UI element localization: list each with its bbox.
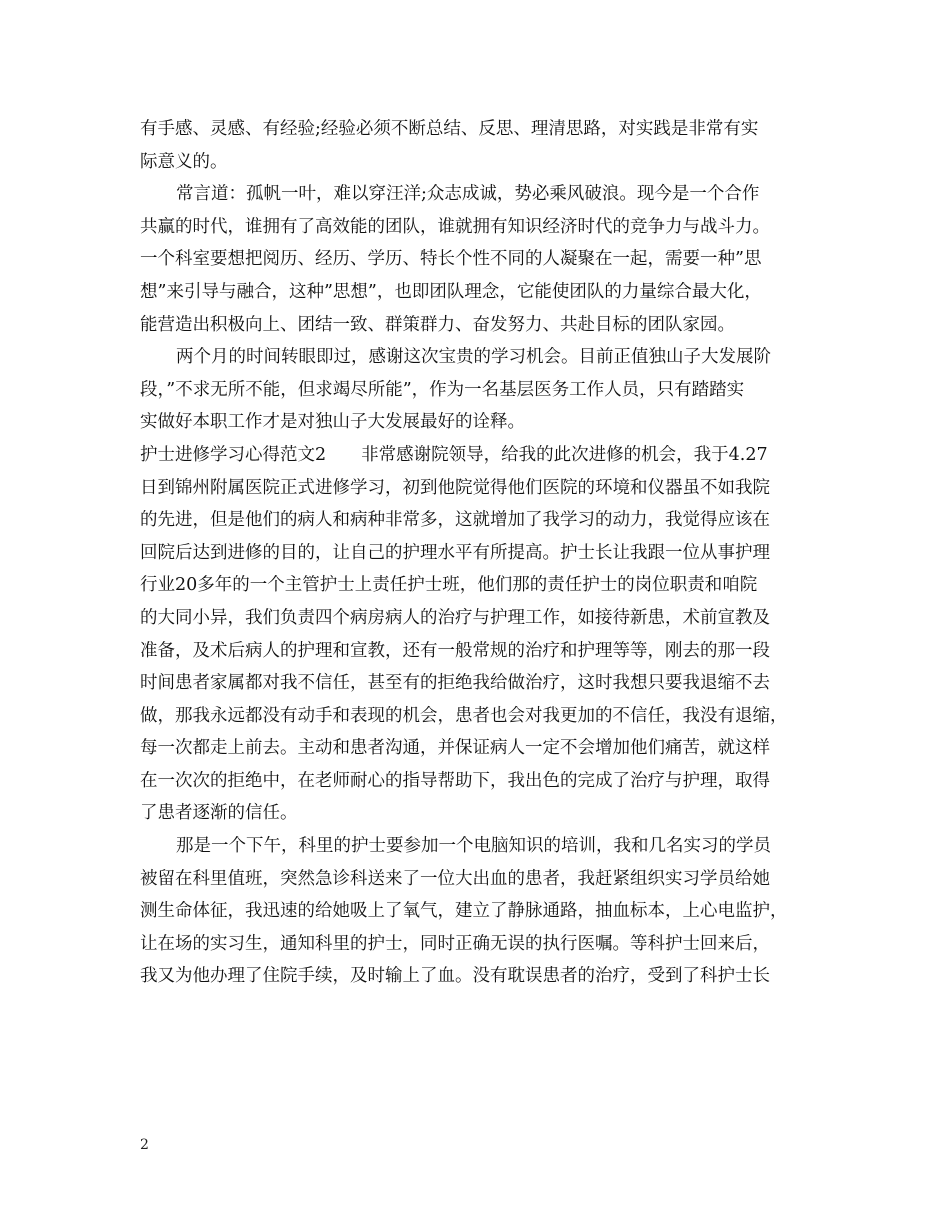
text-line: 了患者逐渐的信任。 [140,803,298,824]
text-line: 每一次都走上前去。主动和患者沟通，并保证病人一定不会增加他们痛苦，就这样 [140,738,770,759]
text-line: 那是一个下午，科里的护士要参加一个电脑知识的培训，我和几名实习的学员 [176,836,771,857]
text-line: 两个月的时间转眼即过，感谢这次宝贵的学习机会。目前正值独山子大发展阶 [176,347,771,368]
text-line: 共赢的时代，谁拥有了高效能的团队，谁就拥有知识经济时代的竞争力与战斗力。 [140,216,770,237]
text-line: 实做好本职工作才是对独山子大发展最好的诠释。 [140,412,525,433]
text-line: 有手感、灵感、有经验;经验必须不断总结、反思、理清思路，对实践是非常有实 [140,119,759,139]
text-line: 行业20多年的一个主管护士上责任护士班，他们那的责任护士的岗位职责和咱院 [140,575,758,596]
text-line: 让在场的实习生，通知科里的护士，同时正确无误的执行医嘱。等科护士回来后， [140,933,770,954]
text-line: 日到锦州附属医院正式进修学习，初到他院觉得他们医院的环境和仪器虽不如我院 [140,477,770,498]
text-line: 时间患者家属都对我不信任，甚至有的拒绝我给做治疗，这时我想只要我退缩不去 [140,673,770,694]
text-line: 想”来引导与融合，这种”思想”，也即团队理念，它能使团队的力量综合最大化， [140,281,762,302]
text-line: 段，”不求无所不能，但求竭尽所能”，作为一名基层医务工作人员，只有踏踏实 [140,379,745,400]
text-line: 在一次次的拒绝中，在老师耐心的指导帮助下，我出色的完成了治疗与护理，取得 [140,770,770,791]
text-line: 常言道：孤帆一叶，难以穿汪洋;众志成诚，势必乘风破浪。现今是一个合作 [176,184,760,205]
text-line: 的先进，但是他们的病人和病种非常多，这就增加了我学习的动力，我觉得应该在 [140,510,770,531]
text-line: 一个科室要想把阅历、经历、学历、特长个性不同的人凝聚在一起，需要一种”思 [140,249,762,270]
text-line: 护士进修学习心得范文2 非常感谢院领导，给我的此次进修的机会，我于4.27 [140,444,768,465]
text-line: 测生命体征，我迅速的给她吸上了氧气，建立了静脉通路，抽血标本，上心电监护， [140,901,788,922]
text-line: 的大同小异，我们负责四个病房病人的治疗与护理工作，如接待新患，术前宣教及 [140,607,770,628]
text-line: 际意义的。 [140,151,228,172]
page-number: 2 [140,1137,149,1153]
body-text [140,113,830,993]
text-line: 做，那我永远都没有动手和表现的机会，患者也会对我更加的不信任，我没有退缩， [140,705,788,726]
text-line: 准备，及术后病人的护理和宣教，还有一般常规的治疗和护理等等，刚去的那一段 [140,640,770,661]
text-line: 我又为他办理了住院手续，及时输上了血。没有耽误患者的治疗，受到了科护士长 [140,966,770,987]
text-line: 回院后达到进修的目的，让自己的护理水平有所提高。护士长让我跟一位从事护理 [140,542,770,563]
text-line: 能营造出积极向上、团结一致、群策群力、奋发努力、共赴目标的团队家园。 [140,314,735,335]
text-line: 被留在科里值班，突然急诊科送来了一位大出血的患者，我赶紧组织实习学员给她 [140,868,770,889]
